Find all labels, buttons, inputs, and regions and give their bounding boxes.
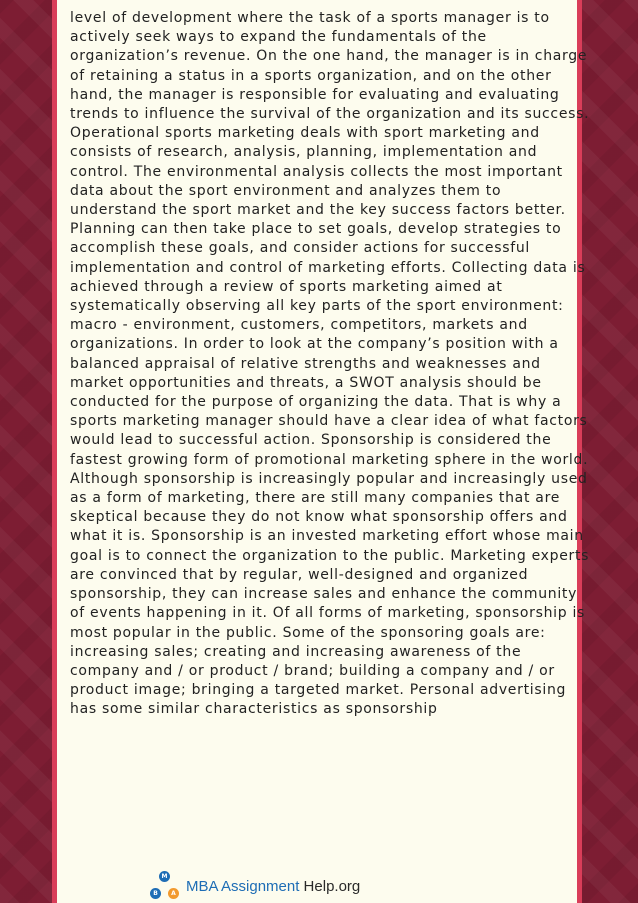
logo-wordmark xyxy=(186,878,360,895)
logo-brand-part2: Help.org xyxy=(299,877,361,895)
logo-dot-m: M xyxy=(159,871,170,882)
logo-dot-b: B xyxy=(150,888,161,899)
footer-logo[interactable] xyxy=(150,871,360,901)
logo-mark-icon xyxy=(150,871,180,901)
logo-brand-part1: MBA Assignment xyxy=(186,877,300,895)
page-card xyxy=(52,0,590,903)
body-text xyxy=(70,9,590,720)
paragraph-1: level of development where the task of a sports manager is to actively seek ways to expand the fundamentals of the organization’s revenue. On the one hand, the manager is in charge of retaining a status in a sports organization, and on the other hand, the manager is responsible for evaluating and evaluating trends to influence the survival of the organization and its success. xyxy=(70,10,590,123)
logo-dot-a: A xyxy=(168,888,179,899)
paragraph-2: Operational sports marketing deals with sport marketing and consists of research, analysis, planning, implementation and control. The environmental analysis collects the most important data about the sport environment and analyzes them to understand the sport market and the key success factors better. Planning can then take place to set goals, develop strategies to accomplish these goals, and consider actions for successful implementation and control of marketing efforts. Collecting data is achieved through a review of sports marketing aimed at systematically observing all key parts of the sport environment: macro - environment, customers, competitors, markets and organizations. In order to look at the company’s position with a balanced appraisal of relative strengths and weaknesses and market opportunities and threats, a SWOT analysis should be conducted for the purpose of organizing the data. That is why a sports marketing manager should have a clear idea of what factors would lead to successful action. Sponsorship is considered the fastest growing form of promotional marketing sphere in the world. Although sponsorship is increasingly popular and increasingly used as a form of marketing, there are still many companies that are skeptical because they do not know what sponsorship offers and what it is. Sponsorship is an invested marketing effort whose main goal is to connect the organization to the public. Marketing experts are convinced that by regular, well-designed and organized sponsorship, they can increase sales and enhance the community of events happening in it. Of all forms of marketing, sponsorship is most popular in the public. Some of the sponsoring goals are: increasing sales; creating and increasing awareness of the company and / or product / brand; building a company and / or product image; bringing a targeted market. Personal advertising has some similar characteristics as sponsorship xyxy=(70,125,590,718)
